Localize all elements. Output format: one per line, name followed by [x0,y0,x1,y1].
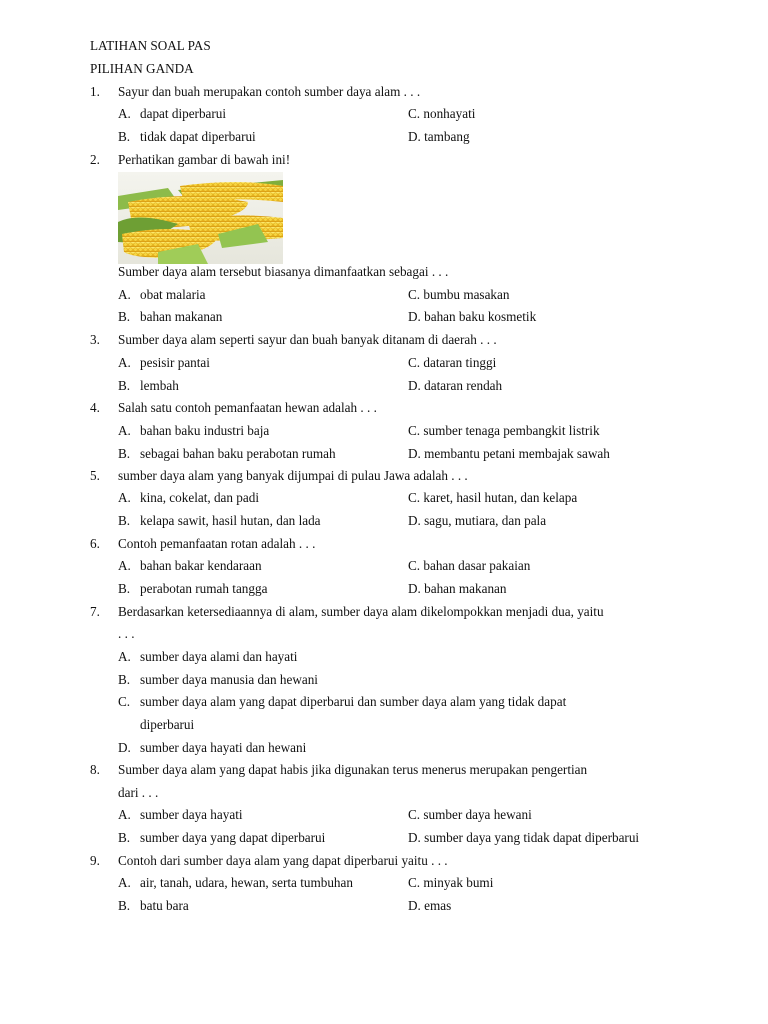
option-b: B. kelapa sawit, hasil hutan, dan lada [118,513,321,528]
question-text: Sumber daya alam seperti sayur dan buah banyak ditanam di daerah . . . [118,332,497,347]
option-a: A. sumber daya alami dan hayati [118,649,298,664]
option-d: D. sagu, mutiara, dan pala [408,513,547,528]
question-text-continuation: dari . . . [118,785,159,800]
question-text: Salah satu contoh pemanfaatan hewan adalah . . . [118,400,377,415]
question-text-continuation: . . . [118,626,135,641]
option-a: A. pesisir pantai [118,355,210,370]
option-c-continuation: diperbarui [140,717,195,732]
option-b: B. sumber daya yang dapat diperbarui [118,830,326,845]
option-d: D. sumber daya hayati dan hewani [118,740,307,755]
question-number: 3. [90,332,100,347]
question-number: 6. [90,536,100,551]
option-c: C. sumber daya alam yang dapat diperbarui dan sumber daya alam yang tidak dapat [118,694,567,709]
option-d: D. bahan baku kosmetik [408,309,537,324]
question-text-followup: Sumber daya alam tersebut biasanya dimanfaatkan sebagai . . . [118,264,449,279]
option-c: C. nonhayati [408,106,476,121]
question-number: 5. [90,468,100,483]
option-b: B. tidak dapat diperbarui [118,129,256,144]
option-a: A. kina, cokelat, dan padi [118,490,260,505]
option-b: B. sebagai bahan baku perabotan rumah [118,446,336,461]
question-number: 9. [90,853,100,868]
option-b: B. bahan makanan [118,309,223,324]
question-text: Sayur dan buah merupakan contoh sumber daya alam . . . [118,84,421,99]
option-b: B. batu bara [118,898,189,913]
option-b: B. sumber daya manusia dan hewani [118,672,318,687]
option-c: C. bahan dasar pakaian [408,558,531,573]
question-number: 4. [90,400,100,415]
option-c: C. karet, hasil hutan, dan kelapa [408,490,578,505]
option-c: C. sumber tenaga pembangkit listrik [408,423,600,438]
option-d: D. emas [408,898,452,913]
option-c: C. dataran tinggi [408,355,497,370]
option-b: B. perabotan rumah tangga [118,581,268,596]
document-title: LATIHAN SOAL PAS [90,38,211,53]
question-number: 7. [90,604,100,619]
option-c: C. sumber daya hewani [408,807,532,822]
option-d: D. membantu petani membajak sawah [408,446,610,461]
option-a: A. bahan bakar kendaraan [118,558,262,573]
question-text: Berdasarkan ketersediaannya di alam, sumber daya alam dikelompokkan menjadi dua, yaitu [118,604,604,619]
option-a: A. obat malaria [118,287,206,302]
question-number: 2. [90,152,100,167]
question-number: 8. [90,762,100,777]
section-subtitle: PILIHAN GANDA [90,61,194,76]
question-text: Perhatikan gambar di bawah ini! [118,152,291,167]
corn-image [118,172,283,264]
option-d: D. bahan makanan [408,581,507,596]
option-a: A. dapat diperbarui [118,106,227,121]
option-a: A. sumber daya hayati [118,807,243,822]
option-c: C. bumbu masakan [408,287,510,302]
option-a: A. bahan baku industri baja [118,423,270,438]
option-d: D. dataran rendah [408,378,503,393]
question-text: Contoh pemanfaatan rotan adalah . . . [118,536,316,551]
question-number: 1. [90,84,100,99]
option-b: B. lembah [118,378,179,393]
option-d: D. tambang [408,129,470,144]
question-text: Sumber daya alam yang dapat habis jika digunakan terus menerus merupakan pengertian [118,762,588,777]
option-d: D. sumber daya yang tidak dapat diperbarui [408,830,640,845]
question-text: sumber daya alam yang banyak dijumpai di pulau Jawa adalah . . . [118,468,468,483]
option-a: A. air, tanah, udara, hewan, serta tumbuhan [118,875,353,890]
question-text: Contoh dari sumber daya alam yang dapat diperbarui yaitu . . . [118,853,448,868]
option-c: C. minyak bumi [408,875,494,890]
